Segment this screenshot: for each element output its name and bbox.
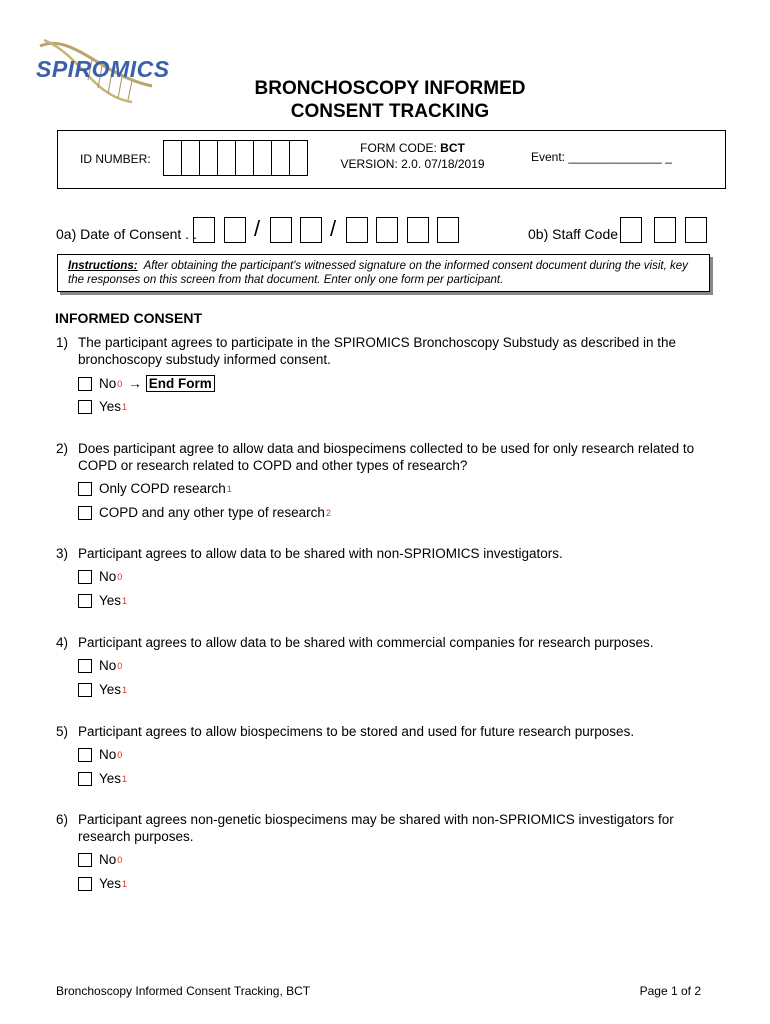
option-label: No — [99, 852, 117, 867]
instructions-box — [57, 254, 710, 292]
option-6-1[interactable] — [78, 852, 122, 867]
option-code: 0 — [117, 660, 123, 671]
date-digit-box[interactable] — [407, 217, 429, 243]
id-number-label: ID NUMBER: — [80, 152, 151, 166]
id-digit-box[interactable] — [199, 140, 218, 176]
option-code: 0 — [117, 378, 123, 389]
option-code: 1 — [122, 595, 128, 606]
date-digit-box[interactable] — [224, 217, 246, 243]
section-title: INFORMED CONSENT — [55, 310, 202, 326]
question-6 — [56, 811, 716, 845]
question-number: 6) — [56, 812, 69, 827]
option-label: Yes — [99, 593, 122, 608]
checkbox[interactable] — [78, 877, 92, 891]
staff-code-box[interactable] — [685, 217, 707, 243]
checkbox[interactable] — [78, 748, 92, 762]
form-code: FORM CODE: BCT VERSION: 2.0. 07/18/2019 — [340, 141, 485, 171]
form-title: BRONCHOSCOPY INFORMED CONSENT TRACKING — [254, 78, 526, 122]
date-digit-box[interactable] — [300, 217, 322, 243]
id-digit-box[interactable] — [163, 140, 182, 176]
staff-code-label: 0b) Staff Code — [528, 226, 619, 242]
option-label: Yes — [99, 399, 122, 414]
date-digit-box[interactable] — [346, 217, 368, 243]
option-6-2[interactable] — [78, 876, 127, 891]
checkbox[interactable] — [78, 683, 92, 697]
option-label: No — [99, 747, 117, 762]
option-2-1[interactable] — [78, 481, 232, 496]
option-label: No — [99, 569, 117, 584]
option-3-2[interactable] — [78, 593, 127, 608]
question-1 — [56, 334, 716, 368]
option-4-2[interactable] — [78, 682, 127, 697]
date-digit-box[interactable] — [376, 217, 398, 243]
option-code: 0 — [117, 571, 123, 582]
date-digit-box[interactable] — [437, 217, 459, 243]
option-code: 1 — [122, 773, 128, 784]
end-form-label: End Form — [146, 375, 215, 392]
question-text: Does participant agree to allow data and biospecimens collected to be used for only research related to COPD or research related to COPD and other types of research? — [78, 441, 695, 473]
question-number: 1) — [56, 335, 69, 350]
option-label: Yes — [99, 771, 122, 786]
date-slash: / — [254, 216, 261, 241]
option-2-2[interactable] — [78, 505, 331, 520]
option-code: 0 — [117, 854, 123, 865]
arrow-right-icon: → — [128, 376, 142, 391]
instructions-text: After obtaining the participant's witnessed signature on the informed consent document during the visit, key the responses on this screen from that document. Enter only one form per participant. — [68, 260, 688, 286]
option-label: No — [99, 376, 117, 391]
question-text: Participant agrees to allow data to be shared with commercial companies for research purposes. — [78, 635, 654, 650]
checkbox[interactable] — [78, 570, 92, 584]
option-code: 0 — [117, 749, 123, 760]
option-code: 1 — [122, 401, 128, 412]
footer-left: Bronchoscopy Informed Consent Tracking, BCT — [56, 984, 311, 998]
question-number: 5) — [56, 724, 69, 739]
option-label: Yes — [99, 876, 122, 891]
event-field[interactable]: Event: ______________ _ — [531, 150, 672, 164]
option-code: 1 — [122, 878, 128, 889]
staff-code-box[interactable] — [654, 217, 676, 243]
option-code: 2 — [325, 507, 331, 518]
option-code: 1 — [122, 684, 128, 695]
option-1-1[interactable] — [78, 375, 215, 392]
page-number: Page 1 of 2 — [639, 984, 701, 998]
date-of-consent-label: 0a) Date of Consent . . — [56, 226, 197, 242]
option-label: Yes — [99, 682, 122, 697]
checkbox[interactable] — [78, 377, 92, 391]
staff-code-box[interactable] — [620, 217, 642, 243]
id-digit-box[interactable] — [271, 140, 290, 176]
id-digit-box[interactable] — [235, 140, 254, 176]
id-digit-box[interactable] — [253, 140, 272, 176]
option-3-1[interactable] — [78, 569, 122, 584]
logo-text: SPIROMICS — [36, 56, 170, 82]
question-text: The participant agrees to participate in the SPIROMICS Bronchoscopy Substudy as described in the bronchoscopy substudy informed consent. — [78, 335, 677, 367]
checkbox[interactable] — [78, 506, 92, 520]
question-text: Participant agrees to allow biospecimens to be stored and used for future research purposes. — [78, 724, 635, 739]
question-number: 2) — [56, 441, 69, 456]
question-number: 3) — [56, 546, 69, 561]
option-label: No — [99, 658, 117, 673]
id-digit-box[interactable] — [181, 140, 200, 176]
option-1-2[interactable] — [78, 399, 127, 414]
date-digit-box[interactable] — [270, 217, 292, 243]
question-3 — [56, 545, 716, 562]
question-2 — [56, 440, 716, 474]
option-5-2[interactable] — [78, 771, 127, 786]
checkbox[interactable] — [78, 853, 92, 867]
question-4 — [56, 634, 716, 651]
option-code: 1 — [226, 483, 232, 494]
question-text: Participant agrees to allow data to be shared with non-SPRIOMICS investigators. — [78, 546, 563, 561]
date-digit-box[interactable] — [193, 217, 215, 243]
checkbox[interactable] — [78, 482, 92, 496]
id-digit-box[interactable] — [289, 140, 308, 176]
date-slash: / — [330, 216, 337, 241]
id-digit-box[interactable] — [217, 140, 236, 176]
instructions-heading: Instructions: — [68, 260, 138, 272]
question-5 — [56, 723, 716, 740]
option-label: COPD and any other type of research — [99, 505, 325, 520]
question-number: 4) — [56, 635, 69, 650]
checkbox[interactable] — [78, 772, 92, 786]
option-label: Only COPD research — [99, 481, 226, 496]
question-text: Participant agrees non-genetic biospecimens may be shared with non-SPRIOMICS investigators for research purposes. — [78, 812, 674, 844]
option-4-1[interactable] — [78, 658, 122, 673]
checkbox[interactable] — [78, 400, 92, 414]
checkbox[interactable] — [78, 659, 92, 673]
option-5-1[interactable] — [78, 747, 122, 762]
checkbox[interactable] — [78, 594, 92, 608]
